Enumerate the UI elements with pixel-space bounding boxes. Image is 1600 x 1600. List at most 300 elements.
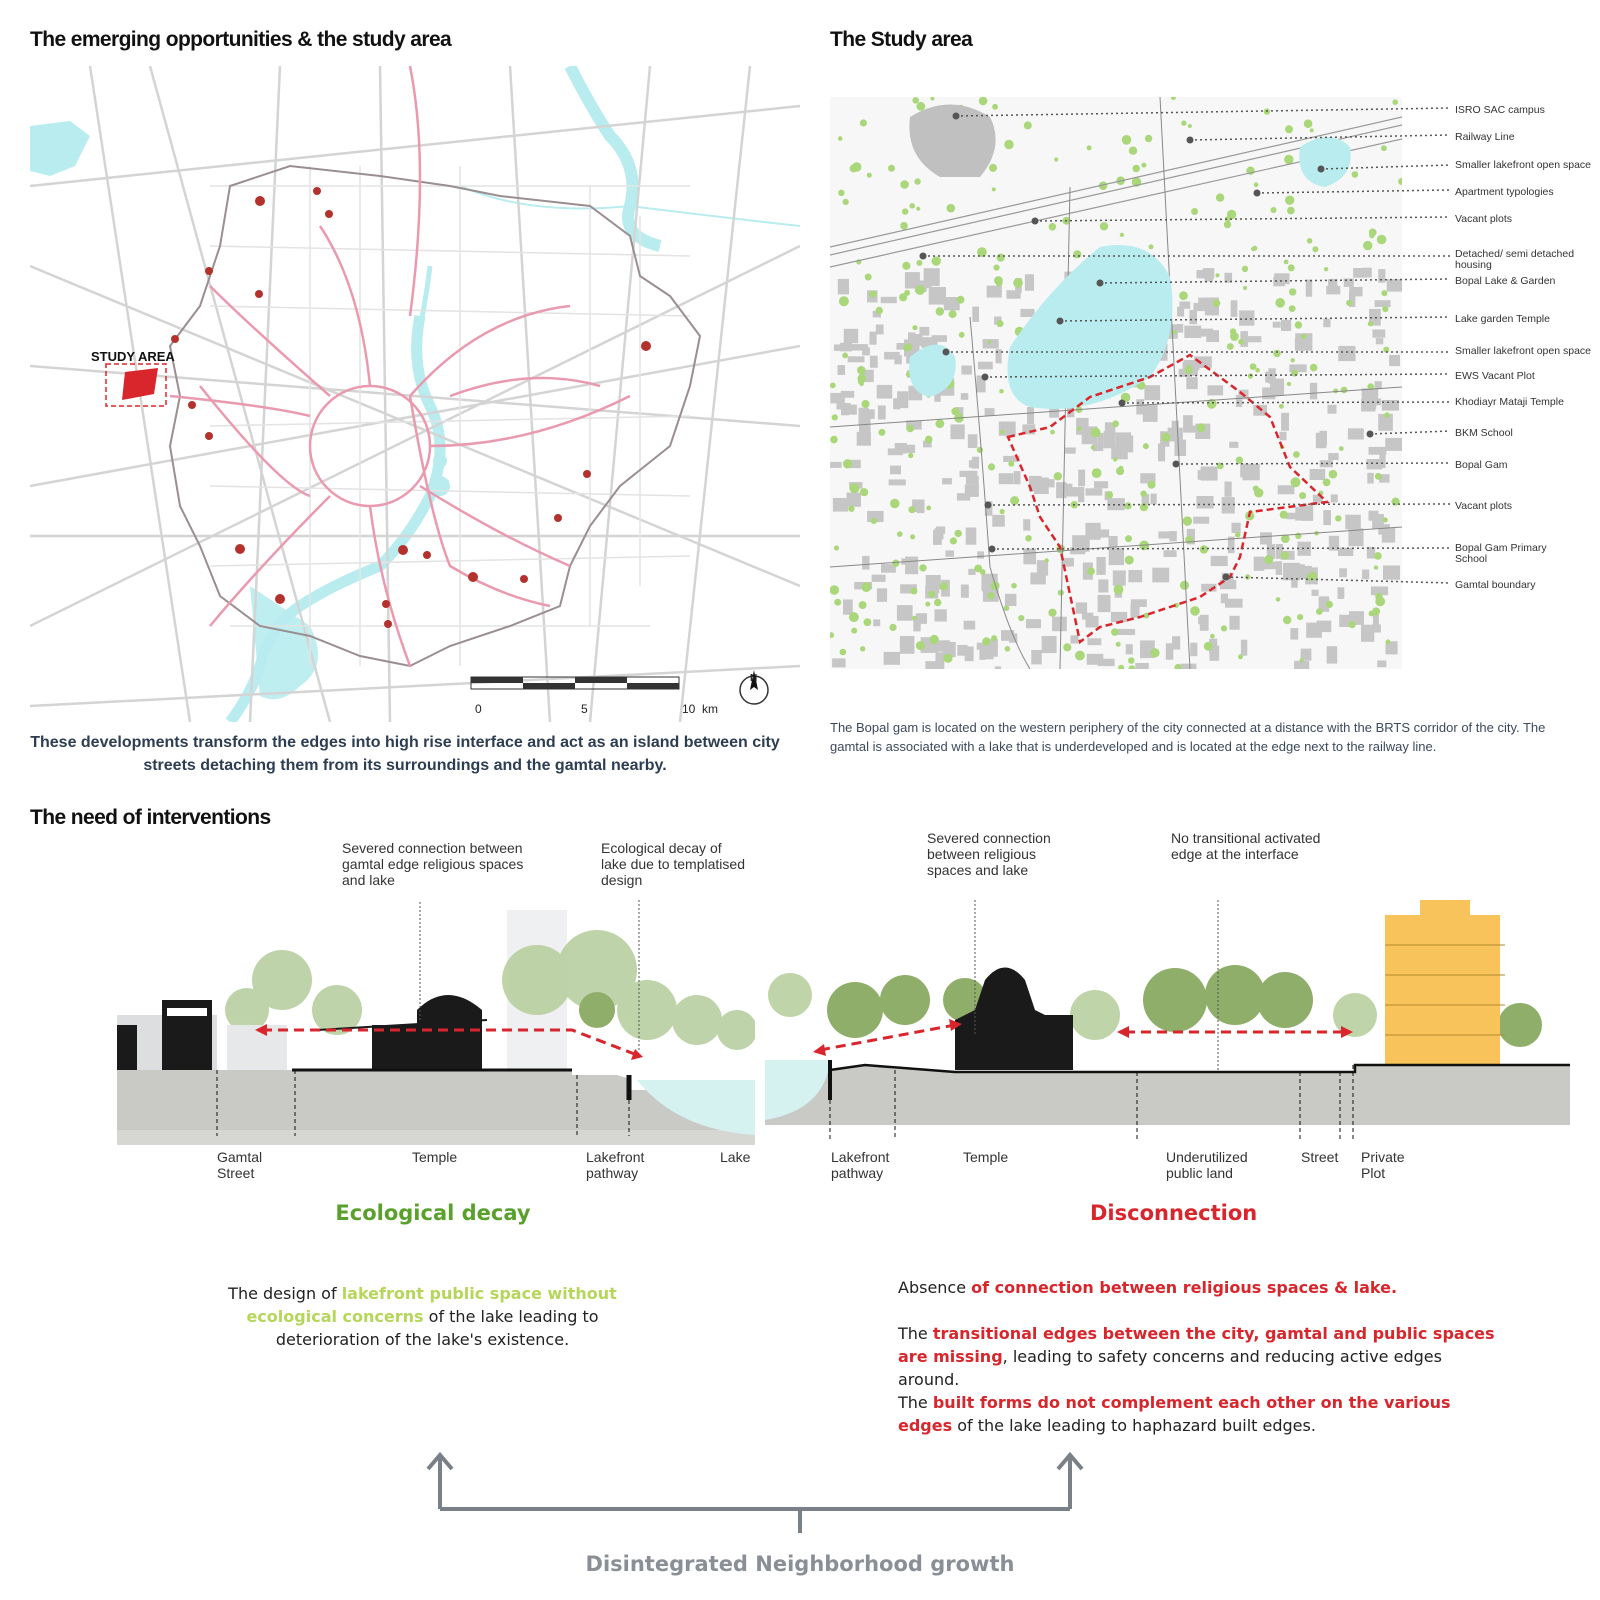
building-block (1310, 383, 1317, 400)
tree (1087, 567, 1095, 575)
tree (900, 222, 908, 230)
building-block (1260, 532, 1272, 544)
tree (1179, 291, 1188, 300)
tree (1091, 445, 1095, 449)
building-block (1098, 579, 1108, 592)
tree (871, 518, 877, 524)
tree (908, 453, 913, 458)
building-block (1071, 635, 1079, 643)
building-block (977, 376, 986, 393)
tree (1392, 498, 1400, 506)
tree (899, 293, 907, 301)
tree (925, 602, 930, 607)
tree (1281, 551, 1289, 559)
tree (867, 173, 872, 178)
tree (1010, 496, 1019, 505)
building-block (1225, 482, 1232, 497)
building-block (1327, 646, 1338, 663)
tree (1307, 238, 1313, 244)
tree (957, 296, 965, 304)
tree (1377, 235, 1387, 245)
building-block (848, 356, 865, 362)
tree (1128, 657, 1135, 664)
tree (930, 635, 939, 644)
building-block (1211, 556, 1228, 566)
tree (830, 383, 836, 389)
tree (1025, 535, 1032, 542)
building-block (872, 575, 886, 582)
tree (1000, 430, 1005, 435)
tree (1143, 443, 1149, 449)
building-block (1177, 307, 1184, 317)
tree (1333, 388, 1338, 393)
tree (1063, 643, 1071, 651)
tree (1383, 347, 1389, 353)
building-block (1151, 494, 1157, 505)
legend-ews: EWS Vacant Plot (1455, 370, 1535, 382)
tree (897, 531, 903, 537)
building-block (1026, 619, 1041, 628)
tree (1112, 420, 1119, 427)
tree (1254, 182, 1259, 187)
tree (979, 97, 988, 105)
legend-primary-school: Bopal Gam Primary School (1455, 542, 1547, 565)
tree (864, 618, 872, 626)
building-block (1367, 547, 1375, 559)
tree (1114, 585, 1124, 595)
building-block (1096, 557, 1105, 575)
section-left-temple (417, 995, 482, 1070)
tree (1000, 509, 1005, 514)
tree (1210, 634, 1215, 639)
tree (1243, 286, 1247, 290)
building-block (1378, 524, 1390, 534)
tree (992, 104, 998, 110)
tree (834, 599, 841, 606)
tree (1185, 366, 1193, 374)
left-label-temple: Temple (412, 1149, 458, 1165)
right-label-street: Street (1301, 1149, 1339, 1165)
building-block (1375, 399, 1382, 406)
tree (1236, 457, 1243, 464)
tree (892, 560, 899, 567)
building-block (1353, 268, 1364, 278)
tree (1045, 558, 1049, 562)
tree (1293, 451, 1300, 458)
tree (1289, 305, 1296, 312)
building-block (1328, 453, 1338, 460)
connector-arrows (420, 1445, 1100, 1545)
building-block (992, 515, 1005, 527)
building-block (1387, 279, 1402, 291)
tree (988, 340, 992, 344)
tree (1291, 358, 1295, 362)
tree (1287, 207, 1295, 215)
city-map (30, 66, 800, 722)
tree (928, 591, 935, 598)
tree (890, 499, 900, 509)
tree (1323, 479, 1331, 487)
tree (859, 382, 864, 387)
building-block (873, 619, 880, 626)
building-block (1283, 563, 1300, 581)
ecological-decay-text: The design of lakefront public space without ecological concerns of the lake leading to deterioration of the lake's existence. (228, 1284, 617, 1349)
tree (914, 178, 920, 184)
scale-label-5: 5 (581, 702, 588, 716)
tree (869, 291, 876, 298)
building-block (838, 365, 846, 375)
tree (925, 436, 933, 444)
building-block (1247, 336, 1262, 342)
tree (1299, 492, 1306, 499)
building-block (870, 332, 877, 345)
tree (1075, 651, 1085, 661)
building-block (977, 551, 984, 558)
right-label-temple: Temple (963, 1149, 1009, 1165)
study-area-title: The Study area (830, 28, 973, 51)
legend-vacant-2: Vacant plots (1455, 500, 1513, 512)
tree (860, 646, 865, 651)
tree (1073, 250, 1081, 258)
tree (1221, 625, 1227, 631)
tree (959, 332, 965, 338)
building-block (1273, 322, 1281, 328)
legend-railway: Railway Line (1455, 131, 1515, 143)
building-block (1126, 644, 1133, 654)
tree (860, 119, 867, 126)
tree (865, 274, 872, 281)
tree (839, 296, 849, 306)
section-right-apartment (1385, 915, 1500, 1065)
building-block (1339, 568, 1347, 577)
tree (1024, 121, 1032, 129)
tree (947, 204, 956, 213)
building-block (1222, 497, 1235, 513)
tree (1381, 145, 1387, 151)
building-block (1331, 494, 1338, 502)
building-block (1320, 460, 1333, 467)
tree (1310, 128, 1314, 132)
building-block (1362, 570, 1369, 580)
building-block (1152, 568, 1169, 583)
building-block (987, 286, 1002, 298)
building-block (960, 471, 978, 477)
building-block (1367, 473, 1373, 484)
tree (1375, 473, 1382, 480)
building-block (1382, 400, 1399, 411)
building-block (1065, 448, 1076, 454)
tree (1173, 330, 1177, 334)
building-block (905, 557, 918, 575)
tree (1200, 545, 1208, 553)
tree (904, 343, 912, 351)
tree (1230, 332, 1239, 341)
study-area-label: STUDY AREA (91, 349, 175, 364)
tree (906, 425, 914, 433)
tree (850, 164, 858, 172)
building-block (1225, 273, 1233, 283)
tree (1122, 135, 1132, 145)
building-block (897, 391, 908, 408)
building-block (951, 424, 965, 439)
tree (1213, 300, 1220, 307)
building-block (985, 408, 995, 416)
building-block (1184, 326, 1201, 338)
tree (1273, 350, 1281, 358)
tree (1279, 404, 1284, 409)
building-block (1291, 578, 1298, 588)
scale-unit: km (702, 702, 718, 716)
building-block (894, 355, 901, 364)
disintegrated-growth-label: Disintegrated Neighborhood growth (585, 1552, 1015, 1576)
building-block (1143, 404, 1158, 422)
tree (1148, 481, 1156, 489)
tree (843, 199, 849, 205)
building-block (1378, 269, 1385, 283)
building-block (1131, 605, 1140, 618)
building-block (1232, 523, 1241, 533)
tree (859, 601, 867, 609)
building-block (996, 349, 1002, 363)
tree (982, 637, 990, 645)
tree (889, 624, 896, 631)
section-left-drawing (117, 900, 755, 1155)
tree (943, 654, 952, 663)
tree (1050, 430, 1055, 435)
tree (932, 256, 941, 265)
building-block (1111, 612, 1127, 622)
tree (1254, 488, 1263, 497)
building-block (1166, 643, 1174, 659)
building-block (877, 385, 893, 399)
building-block (942, 478, 952, 484)
left-label-lake: Lake (720, 1149, 751, 1165)
tree (1238, 654, 1243, 659)
tree (1248, 373, 1253, 378)
tree (987, 592, 994, 599)
tree (1197, 423, 1206, 432)
building-block (1005, 594, 1017, 606)
legend-lakefront-1: Smaller lakefront open space (1455, 159, 1591, 171)
building-block (1229, 616, 1239, 630)
tree (955, 530, 962, 537)
tree (910, 534, 915, 539)
tree (1280, 511, 1288, 519)
building-block (1025, 274, 1034, 290)
tree (1245, 574, 1250, 579)
tree (1116, 642, 1121, 647)
tree (989, 164, 997, 172)
north-label: N (750, 673, 758, 684)
tree (940, 582, 948, 590)
building-block (833, 498, 848, 512)
building-block (908, 332, 915, 343)
tree (915, 285, 925, 295)
building-block (1027, 407, 1034, 424)
building-block (895, 443, 907, 454)
disconnection-p3: The built forms do not complement each other on the various edges of the lake leading to haphazard built edges. (898, 1393, 1451, 1435)
tree (1005, 646, 1011, 652)
building-block (1320, 431, 1327, 446)
building-block (1338, 587, 1345, 599)
tree (934, 599, 941, 606)
building-block (1375, 381, 1382, 389)
tree (861, 582, 871, 592)
left-anno-decay: Ecological decay of lake due to templatised design (601, 840, 745, 888)
building-block (1323, 510, 1331, 525)
building-block (968, 569, 975, 575)
tree (1352, 171, 1359, 178)
tree (1238, 339, 1244, 345)
tree (1121, 393, 1131, 403)
legend-bopal-gam: Bopal Gam (1455, 459, 1508, 471)
tree (1283, 616, 1291, 624)
building-block (890, 466, 901, 475)
tree (1285, 196, 1294, 205)
building-block (999, 473, 1014, 484)
tree (857, 366, 866, 375)
building-block (840, 343, 852, 352)
tree (1372, 607, 1380, 615)
building-block (961, 585, 969, 598)
tree (992, 187, 996, 191)
tree (1304, 119, 1313, 128)
building-block (1203, 268, 1215, 278)
building-block (1164, 550, 1177, 557)
building-block (900, 636, 915, 654)
tree (1346, 300, 1352, 306)
tree (1300, 658, 1304, 662)
tree (1381, 290, 1387, 296)
tree (1384, 412, 1390, 418)
building-block (1317, 621, 1332, 633)
building-block (832, 658, 846, 667)
building-block (830, 462, 842, 468)
building-block (1023, 549, 1036, 565)
tree (1129, 147, 1137, 155)
tree (838, 136, 843, 141)
building-block (1144, 385, 1160, 400)
tree (988, 463, 995, 470)
tree (916, 102, 925, 111)
tree (1287, 382, 1291, 386)
tree (910, 588, 917, 595)
tree (1392, 99, 1398, 105)
tree (1335, 515, 1341, 521)
tree (842, 353, 848, 359)
tree (1149, 244, 1154, 249)
building-block (945, 550, 954, 556)
tree (832, 414, 838, 420)
building-block (1056, 482, 1066, 498)
tree (1289, 288, 1296, 295)
tree (1125, 556, 1134, 565)
section-left-trees (225, 930, 755, 1050)
tree (1291, 477, 1301, 487)
tree (1181, 120, 1186, 125)
building-block (965, 484, 979, 497)
tree (1309, 572, 1317, 580)
building-block (1181, 664, 1197, 669)
tree (1295, 321, 1302, 328)
tree (849, 612, 859, 622)
building-block (978, 362, 993, 370)
tree (1368, 321, 1373, 326)
building-block (1078, 470, 1085, 487)
tree (1225, 216, 1231, 222)
tree (1275, 298, 1285, 308)
tree (1369, 233, 1374, 238)
building-block (1367, 459, 1383, 469)
tree (1339, 446, 1344, 451)
tree (1111, 628, 1119, 636)
disconnection-heading: Disconnection (1090, 1201, 1258, 1225)
tree (1140, 491, 1146, 497)
building-block (1389, 355, 1400, 366)
tree (1204, 642, 1213, 651)
building-block (1158, 531, 1170, 538)
tree (949, 310, 957, 318)
building-block (1344, 279, 1354, 287)
building-block (1265, 372, 1272, 383)
tree (1288, 264, 1295, 271)
building-block (1221, 594, 1228, 604)
tree (830, 436, 838, 444)
tree (997, 320, 1004, 327)
tree (1329, 470, 1338, 479)
building-block (1377, 661, 1386, 668)
building-block (859, 408, 869, 426)
right-label-underutilized: Underutilized public land (1166, 1149, 1248, 1181)
tree (1008, 461, 1014, 467)
tree (912, 325, 917, 330)
building-block (1242, 464, 1259, 481)
building-block (1280, 432, 1287, 441)
tree (1297, 614, 1303, 620)
building-block (847, 493, 862, 507)
tree (936, 419, 945, 428)
legend-bopal-lake: Bopal Lake & Garden (1455, 275, 1556, 287)
building-block (925, 661, 936, 669)
building-block (1094, 481, 1108, 488)
tree (916, 207, 920, 211)
tree (908, 506, 915, 513)
right-label-private-plot: Private Plot (1361, 1149, 1405, 1181)
building-block (1128, 570, 1142, 582)
building-block (1158, 443, 1165, 461)
tree (977, 247, 987, 257)
building-block (966, 528, 977, 545)
tree (1284, 260, 1289, 265)
tree (843, 459, 852, 468)
tree (1291, 370, 1298, 377)
building-block (1231, 300, 1238, 317)
building-block (889, 479, 906, 485)
tree (1363, 241, 1372, 250)
city-map-title: The emerging opportunities & the study area (30, 28, 452, 51)
building-block (961, 393, 969, 400)
tree (1341, 387, 1348, 394)
tree (1215, 273, 1219, 277)
building-block (966, 476, 979, 485)
section-right-drawing (765, 900, 1570, 1155)
tree (1049, 223, 1057, 231)
tree (1375, 597, 1385, 607)
building-block (1276, 561, 1282, 575)
building-block (1361, 399, 1375, 412)
tree (1235, 532, 1241, 538)
building-block (1109, 536, 1118, 548)
